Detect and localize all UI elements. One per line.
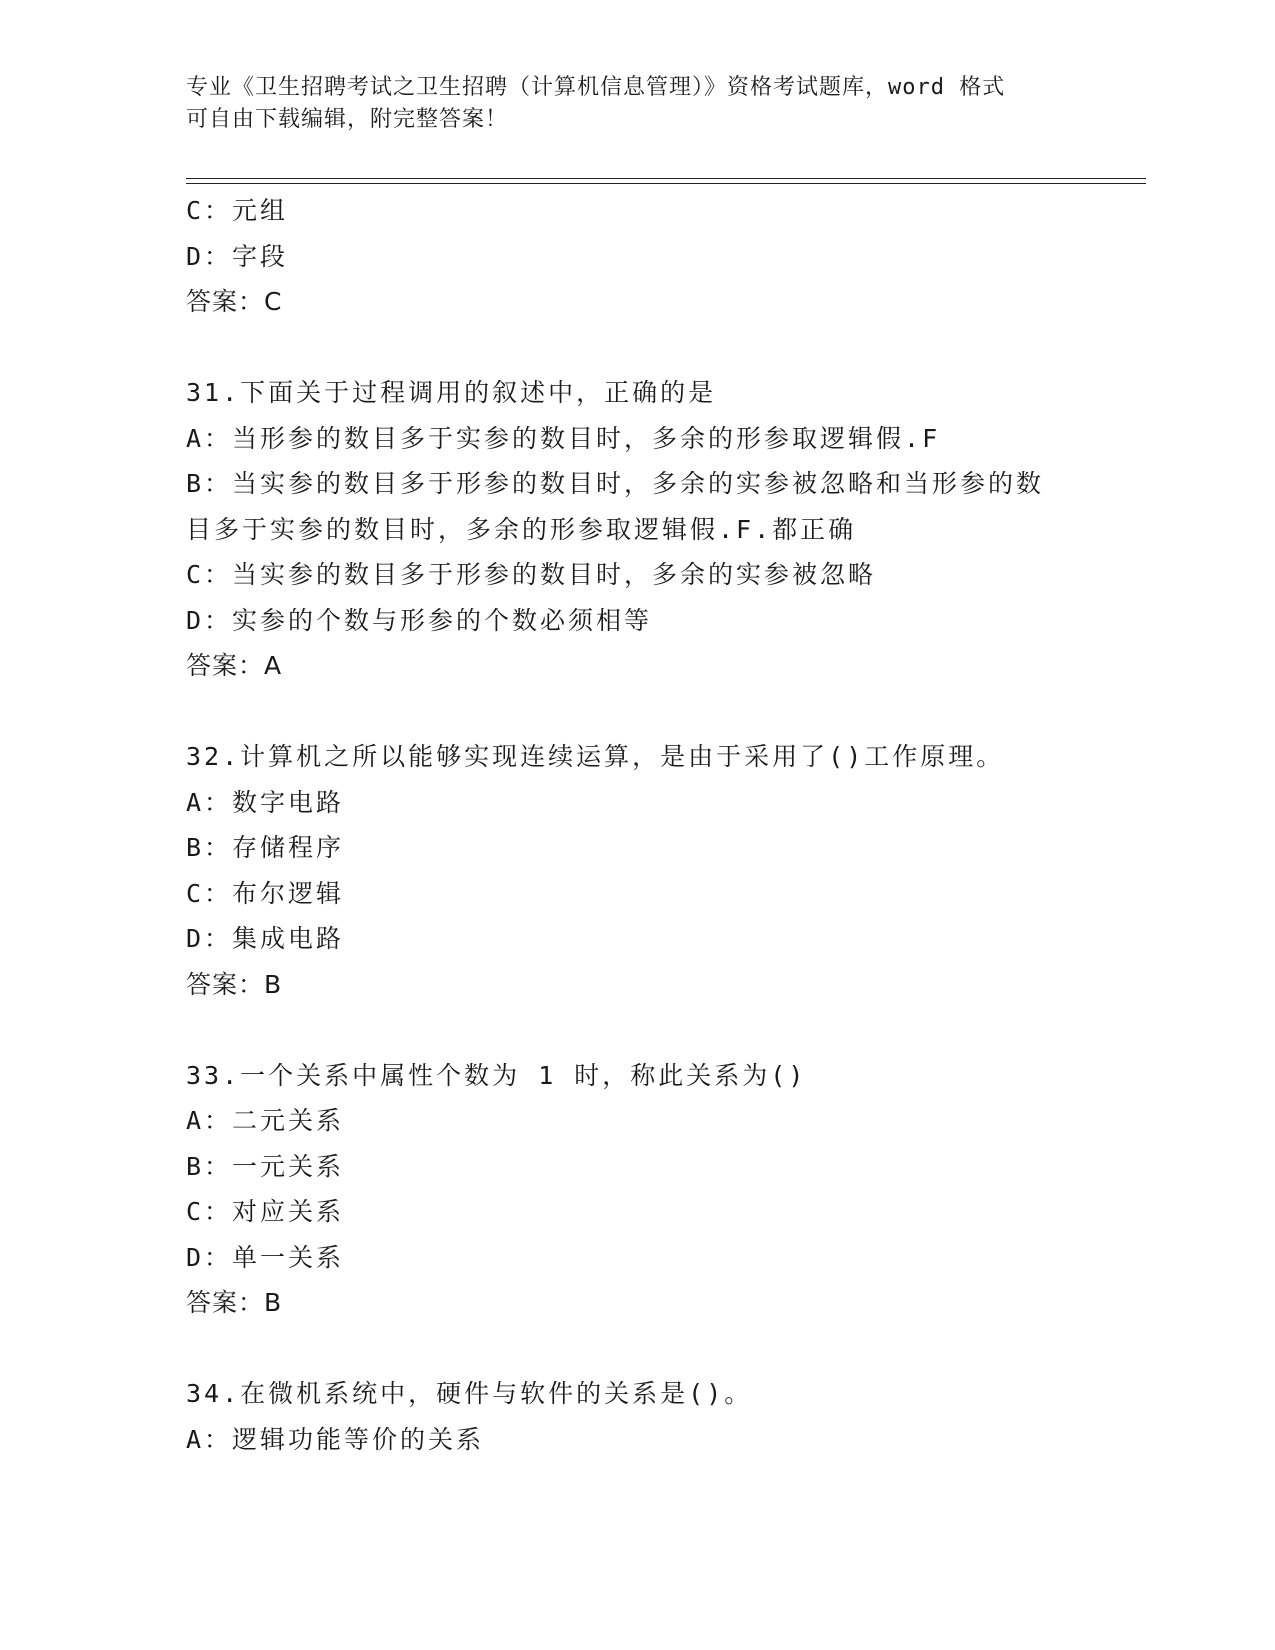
question-list	[186, 188, 1086, 1462]
option-d: D：单一关系	[186, 1242, 345, 1272]
answer: 答案：A	[186, 651, 283, 680]
question-stem: 33.一个关系中属性个数为 1 时，称此关系为()	[186, 1060, 807, 1090]
option-d: D：字段	[186, 241, 289, 271]
option-a: A：当形参的数目多于实参的数目时，多余的形参取逻辑假.F	[186, 423, 941, 453]
option-b: B：一元关系	[186, 1151, 345, 1181]
question-34	[186, 1371, 1086, 1462]
option-c: C：元组	[186, 196, 289, 225]
spacer	[186, 325, 1086, 371]
question-stem: 31.下面关于过程调用的叙述中，正确的是	[186, 378, 717, 407]
question-stem: 32.计算机之所以能够实现连续运算，是由于采用了()工作原理。	[186, 742, 1005, 771]
option-b-continued: 目多于实参的数目时，多余的形参取逻辑假.F.都正确	[186, 514, 857, 544]
option-c: C：布尔逻辑	[186, 878, 345, 908]
option-c: C：当实参的数目多于形参的数目时，多余的实参被忽略	[186, 560, 877, 589]
header-line-2: 可自由下载编辑，附完整答案！	[186, 107, 509, 132]
header-divider-top	[186, 178, 1146, 179]
answer: 答案：B	[186, 969, 283, 999]
question-32	[186, 734, 1086, 1007]
option-d: D：集成电路	[186, 924, 345, 953]
question-stem: 34.在微机系统中，硬件与软件的关系是()。	[186, 1379, 753, 1408]
header-line-1: 专业《卫生招聘考试之卫生招聘（计算机信息管理）》资格考试题库，word 格式	[186, 75, 1006, 100]
spacer	[186, 1007, 1086, 1053]
option-a: A：二元关系	[186, 1106, 345, 1135]
document-header	[186, 72, 1086, 136]
answer: 答案：B	[186, 1288, 283, 1317]
option-c: C：对应关系	[186, 1197, 345, 1226]
spacer	[186, 689, 1086, 735]
header-divider-bottom	[186, 183, 1146, 184]
option-a: A：逻辑功能等价的关系	[186, 1424, 485, 1454]
question-31	[186, 370, 1086, 689]
previous-question-tail	[186, 188, 1086, 325]
option-a: A：数字电路	[186, 787, 345, 817]
option-b: B：存储程序	[186, 833, 345, 862]
option-d: D：实参的个数与形参的个数必须相等	[186, 605, 653, 635]
question-33	[186, 1053, 1086, 1326]
option-b: B：当实参的数目多于形参的数目时，多余的实参被忽略和当形参的数	[186, 469, 1045, 498]
answer: 答案：C	[186, 287, 283, 316]
spacer	[186, 1326, 1086, 1372]
